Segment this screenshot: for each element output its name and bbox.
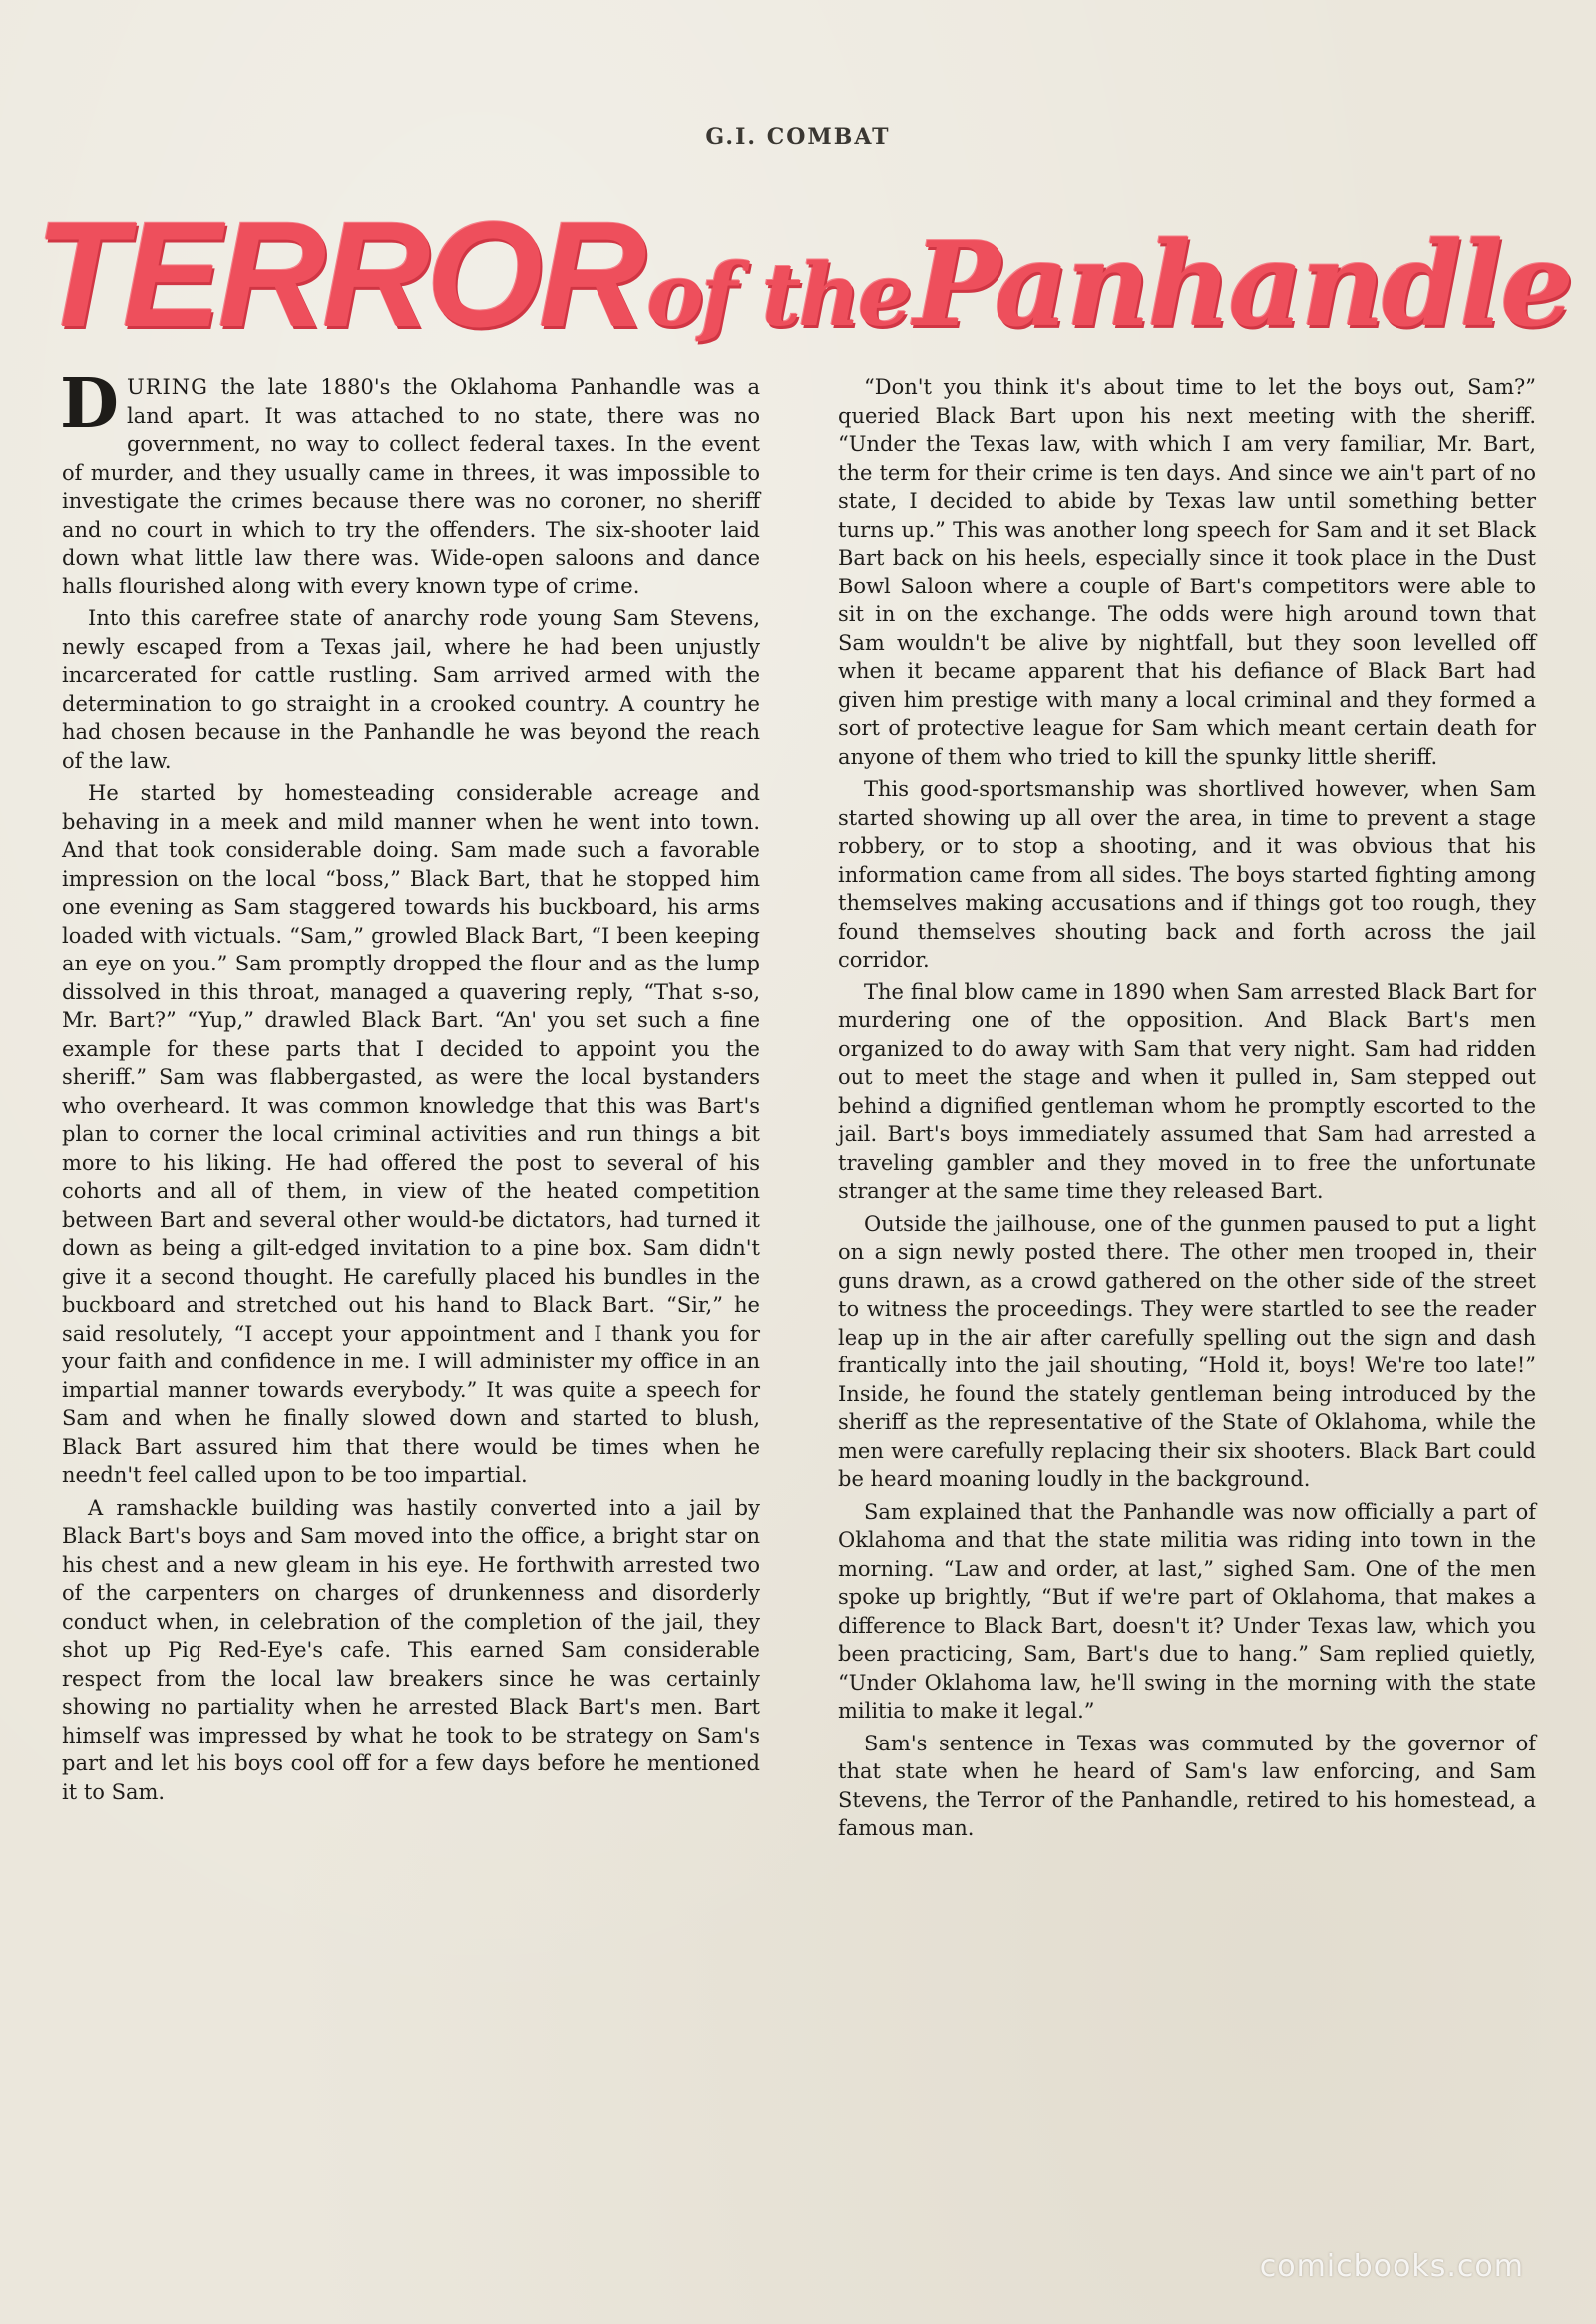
article-paragraph: Sam explained that the Panhandle was now officially a part of Oklahoma and that the state militia was riding into town in the morning. “Law and order, at last,” sighed Sam. One of the men spoke up brightly, “But if we're part of Oklahoma, that makes a difference to Black Bart, doesn't it? Under Texas law, which you been practicing, Sam, Bart's due to hang.” Sam replied quietly, “Under Oklahoma law, he'll swing in the morning with the state militia to make it legal.” [838,1499,1536,1723]
article-paragraph: Outside the jailhouse, one of the gunmen paused to put a light on a sign newly posted there. The other men trooped in, their guns drawn, as a crowd gathered on the other side of the street to witness the proceedings. They were startled to see the reader leap up in the air after carefully spelling out the sign and dash frantically into the jail shouting, “Hold it, boys! We're too late!” Inside, he found the stately gentleman being introduced by the sheriff as the representative of the State of Oklahoma, while the men were carefully replacing their six shooters. Black Bart could be heard moaning loudly in the background. [838,1211,1536,1491]
article-paragraph: This good-sportsmanship was shortlived however, when Sam started showing up all over the area, in time to prevent a stage robbery, or to stop a shooting, and it was obvious that his information came from all sides. The boys started fighting among themselves making accusations and if things got too rough, they found themselves shouting back and forth across the jail corridor. [838,777,1536,971]
site-watermark: comicbooks.com [1259,2249,1524,2284]
article-paragraph: Into this carefree state of anarchy rode young Sam Stevens, newly escaped from a Texas jail, where he had been unjustly incarcerated for cattle rustling. Sam arrived armed with the determination to go straight in a crooked country. A country he had chosen because in the Panhandle he was beyond the reach of the law. [62,606,760,773]
title-word-panhandle: Panhandle [913,217,1572,353]
article-paragraph: “Don't you think it's about time to let the boys out, Sam?” queried Black Bart upon his next meeting with the sheriff. “Under the Texas law, with which I am very familiar, Mr. Bart, the term for their crime is ten days. And since we ain't part of no state, I decided to abide by Texas law until something better turns up.” This was another long speech for Sam and it set Black Bart back on his heels, especially since it took place in the Dust Bowl Saloon where a couple of Bart's competitors were able to sit in on the exchange. The odds were high around town that Sam wouldn't be alive by nightfall, but they soon levelled off when it became apparent that his defiance of Black Bart had given him prestige with many a local criminal and they formed a sort of protective league for Sam which meant certain death for anyone of them who tried to kill the spunky little sheriff. [838,375,1536,769]
article-paragraph [60,364,760,600]
article-paragraph: He started by homesteading considerable acreage and behaving in a meek and mild manner when he went into town. And that took considerable doing. Sam made such a favorable impression on the local “boss,” Black Bart, that he stopped him one evening as Sam staggered towards his buckboard, his arms loaded with victuals. “Sam,” growled Black Bart, “I been keeping an eye on you.” Sam promptly dropped the flour and as the lump dissolved in this throat, managed a quavering reply, “That s-so, Mr. Bart?” “Yup,” drawled Black Bart. “An' you set such a fine example for these parts that I decided to appoint you the sheriff.” Sam was flabbergasted, as were the local bystanders who overheard. It was common knowledge that this was Bart's plan to corner the local criminal activities and run things a bit more to his liking. He had offered the post to several of his cohorts and all of them, in view of the heated competition between Bart and several other would-be dictators, had turned it down as being a gilt-edged invitation to a pine box. Sam didn't give it a second thought. He carefully placed his bundles in the buckboard and stretched out his hand to Black Bart. “Sir,” he said resolutely, “I accept your appointment and I thank you for your faith and confidence in me. I will administer my office in an impartial manner towards everybody.” It was quite a speech for Sam and when he finally slowed down and started to blush, Black Bart assured him that there would be times when he needn't feel called upon to be too impartial. [62,781,760,1487]
lead-in-caps: URING [126,375,208,399]
story-title [34,150,1572,358]
right-column [838,373,1536,1847]
title-word-terror: TERROR [34,191,643,358]
article-columns [60,364,1536,1847]
running-head: G.I. COMBAT [705,124,891,150]
drop-cap: D [60,364,119,444]
left-column [60,364,760,1847]
title-word-of-the: of the [646,245,910,346]
paragraph-text: the late 1880's the Oklahoma Panhandle was a land apart. It was attached to no state, there was no government, no way to collect federal taxes. In the event of murder, and they usually came in threes, it was impossible to investigate the crimes because there was no coroner, no sheriff and no court in which to try the offenders. The six-shooter laid down what little law there was. Wide-open saloons and dance halls flourished along with every known type of crime. [62,375,760,598]
article-paragraph: Sam's sentence in Texas was commuted by the governor of that state when he heard of Sam's law enforcing, and Sam Stevens, the Terror of the Panhandle, retired to his homestead, a famous man. [838,1731,1536,1840]
article-paragraph: A ramshackle building was hastily converted into a jail by Black Bart's boys and Sam moved into the office, a bright star on his chest and a new gleam in his eye. He forthwith arrested two of the carpenters on charges of drunkenness and disorderly conduct when, in celebration of the completion of the jail, they shot up Pig Red-Eye's cafe. This earned Sam considerable respect from the local law breakers since he was certainly showing no partiality when he arrested Black Bart's men. Bart himself was impressed by what he took to be strategy on Sam's part and let his boys cool off for a few days before he mentioned it to Sam. [62,1495,760,1804]
article-paragraph: The final blow came in 1890 when Sam arrested Black Bart for murdering one of the opposition. And Black Bart's men organized to do away with Sam that very night. Sam had ridden out to meet the stage and when it pulled in, Sam stepped out behind a dignified gentleman whom he promptly escorted to the jail. Bart's boys immediately assumed that Sam had arrested a traveling gambler and they moved in to free the unfortunate stranger at the same time they released Bart. [838,979,1536,1203]
